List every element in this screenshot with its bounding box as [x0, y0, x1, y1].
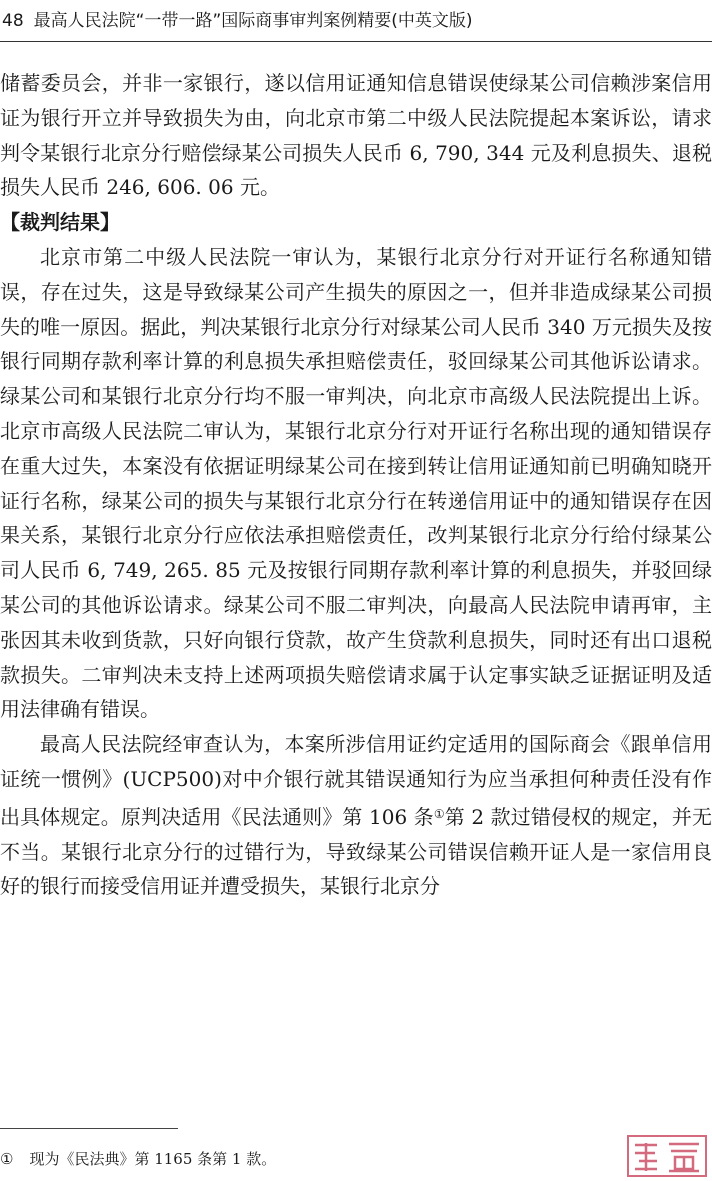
seal-stamp-icon [627, 1135, 707, 1177]
section-heading-judgment: 【裁判结果】 [0, 210, 120, 235]
footnote [0, 1147, 276, 1171]
page-body [0, 66, 712, 904]
publisher-seal [626, 1134, 708, 1178]
footnote-number: ① [0, 1150, 14, 1168]
running-header [0, 6, 712, 36]
paragraph-first-instance: 北京市第二中级人民法院一审认为，某银行北京分行对开证行名称通知错误，存在过失，这是导致绿某公司产生损失的原因之一，但并非造成绿某公司损失的唯一原因。据此，判决某银行北京分行对绿某公司人民币 340 万元损失及按银行同期存款利率计算的利息损失承担赔偿责任，驳回绿某公司其他诉讼请求。绿某公司和某银行北京分行均不服一审判决，向北京市高级人民法院提出上诉。北京市高级人民法院二审认为，某银行北京分行对开证行名称出现的通知错误存在重大过失，本案没有依据证明绿某公司在接到转让信用证通知前已明确知晓开证行名称，绿某公司的损失与某银行北京分行在转递信用证中的通知错误存在因果关系，某银行北京分行应依法承担赔偿责任，改判某银行北京分行给付绿某公司人民币 6, 749, 265. 85 元及按银行同期存款利率计算的利息损失，并驳回绿某公司的其他诉讼请求。绿某公司不服二审判决，向最高人民法院申请再审，主张因其未收到货款，只好向银行贷款，故产生贷款利息损失，同时还有出口退税款损失。二审判决未支持上述两项损失赔偿请求属于认定事实缺乏证据证明及适用法律确有错误。 [0, 244, 712, 722]
footnote-reference[interactable]: ① [433, 806, 445, 821]
paragraph-text-continued: 第 2 款过错侵权的规定，并无不当。某银行北京分行的过错行为，导致绿某公司错误信赖开证人是一家信用良好的银行而接受信用证并遭受损失，某银行北京分 [0, 804, 712, 899]
paragraph-supreme-court [0, 727, 712, 904]
page-number: 48 [2, 11, 24, 31]
footnote-divider [0, 1128, 178, 1129]
paragraph-continued: 储蓄委员会，并非一家银行，遂以信用证通知信息错误使绿某公司信赖涉案信用证为银行开立并导致损失为由，向北京市第二中级人民法院提起本案诉讼，请求判令某银行北京分行赔偿绿某公司损失人民币 6, 790, 344 元及利息损失、退税损失人民币 246, 606. 06 元。 [0, 71, 712, 200]
header-divider [0, 41, 712, 42]
paragraph-text: 最高人民法院经审查认为，本案所涉信用证约定适用的国际商会《跟单信用证统一惯例》(UCP500)对中介银行就其错误通知行为应当承担何种责任没有作出具体规定。原判决适用《民法通则》第 106 条 [0, 732, 712, 829]
footnote-text: 现为《民法典》第 1165 条第 1 款。 [29, 1150, 277, 1168]
book-title: 最高人民法院“一带一路”国际商事审判案例精要(中英文版) [33, 11, 473, 31]
